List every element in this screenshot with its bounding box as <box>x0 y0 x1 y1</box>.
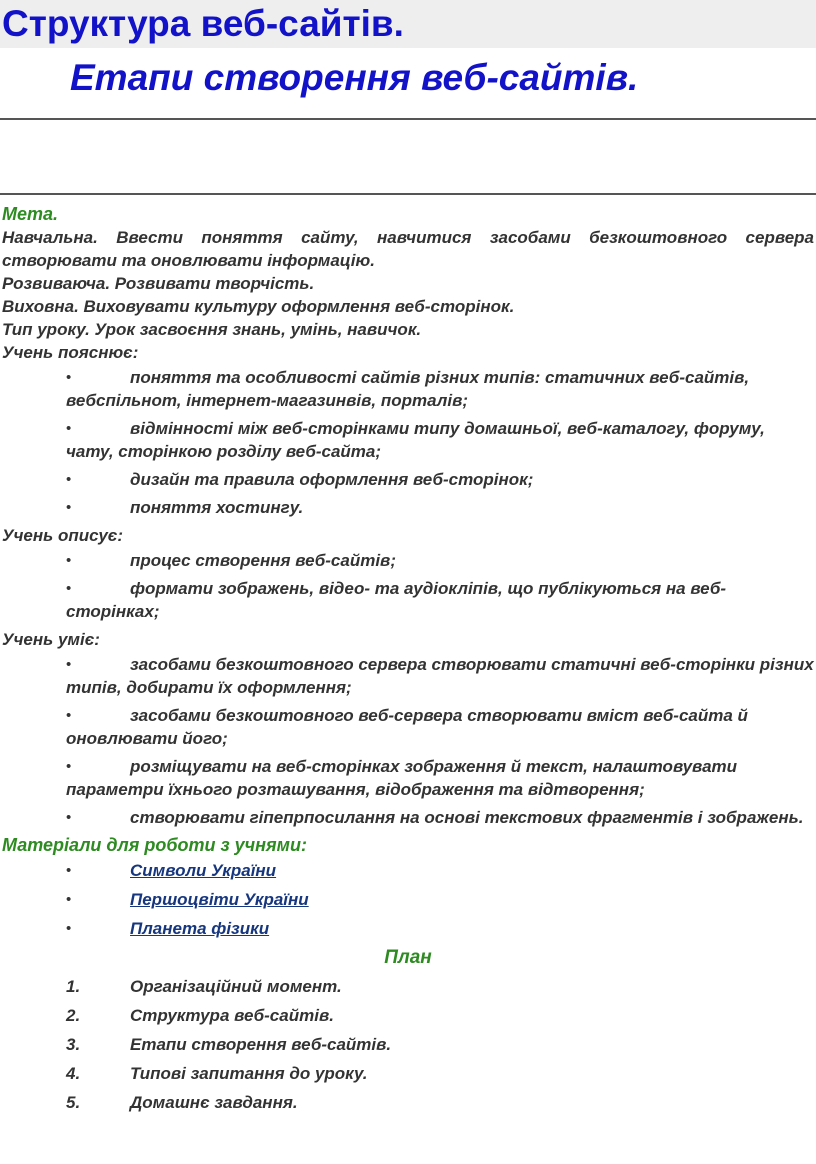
can-list <box>2 653 814 829</box>
describes-heading: Учень описує: <box>2 526 124 545</box>
link-planet-physics[interactable]: Планета фізики <box>130 919 270 938</box>
plan-item: 2. Структура веб-сайтів. <box>66 1006 334 1025</box>
list-item: • поняття та особливості сайтів різних типів: статичних веб-сайтів, вебспільнот, інтернет-магазинвів, порталів; <box>66 368 750 410</box>
plan-heading: План <box>384 947 432 968</box>
link-spring-flowers[interactable]: Першоцвіти України <box>130 890 309 909</box>
bullet-icon: • <box>66 471 72 488</box>
bullet-icon: • <box>66 862 72 879</box>
materials-links <box>2 859 814 940</box>
plan-list <box>2 975 814 1114</box>
bullet-icon: • <box>66 552 72 569</box>
materials-heading: Матеріали для роботи з учнями: <box>2 835 307 855</box>
link-symbols-ukraine[interactable]: Символи України <box>130 861 277 880</box>
explains-heading: Учень пояснює: <box>2 343 139 362</box>
describes-list <box>2 549 814 623</box>
list-item: • відмінності між веб-сторінками типу домашньої, веб-каталогу, форуму, чату, сторінкою розділу веб-сайта; <box>66 419 765 461</box>
goal-developing: Розвиваюча. Розвивати творчість. <box>2 274 315 293</box>
lesson-content <box>2 203 814 1120</box>
plan-number: 5. <box>66 1093 81 1112</box>
list-item: • засобами безкоштовного веб-сервера створювати вміст веб-сайта й оновлювати його; <box>66 706 748 748</box>
list-item: • розміщувати на веб-сторінках зображення й текст, налаштовувати параметри їхнього розташування, відображення та відтворення; <box>66 757 738 799</box>
goal-educational: Навчальна. Ввести поняття сайту, навчитися засобами безкоштовного сервера створювати та оновлювати інформацію. <box>2 228 814 270</box>
plan-item: 3. Етапи створення веб-сайтів. <box>66 1035 392 1054</box>
bullet-icon: • <box>66 758 72 775</box>
bullet-icon: • <box>66 499 72 516</box>
can-heading: Учень уміє: <box>2 630 100 649</box>
bullet-icon: • <box>66 891 72 908</box>
bullet-icon: • <box>66 707 72 724</box>
plan-item: 4. Типові запитання до уроку. <box>66 1064 368 1083</box>
list-item: • засобами безкоштовного сервера створювати статичні веб-сторінки різних типів, добирати їх оформлення; <box>66 655 814 697</box>
plan-item: 5. Домашнє завдання. <box>66 1093 298 1112</box>
plan-number: 2. <box>66 1006 81 1025</box>
divider-top <box>0 118 816 120</box>
bullet-icon: • <box>66 369 72 386</box>
goal-upbringing: Виховна. Виховувати культуру оформлення веб-сторінок. <box>2 297 515 316</box>
list-item: • дизайн та правила оформлення веб-сторінок; <box>66 470 534 489</box>
goal-heading: Мета. <box>2 204 59 224</box>
bullet-icon: • <box>66 920 72 937</box>
list-item <box>2 859 814 882</box>
bullet-icon: • <box>66 809 72 826</box>
bullet-icon: • <box>66 656 72 673</box>
list-item: • процес створення веб-сайтів; <box>66 551 396 570</box>
explains-list <box>2 366 814 519</box>
bullet-icon: • <box>66 580 72 597</box>
page-title: Структура веб-сайтів. <box>2 3 404 44</box>
list-item: • поняття хостингу. <box>66 498 304 517</box>
list-item: • створювати гіпепрпосилання на основі текстових фрагментів і зображень. <box>66 808 804 827</box>
divider-bottom <box>0 193 816 195</box>
list-item <box>2 888 814 911</box>
plan-item: 1. Організаційний момент. <box>66 977 342 996</box>
plan-number: 4. <box>66 1064 81 1083</box>
lesson-type: Тип уроку. Урок засвоєння знань, умінь, навичок. <box>2 320 422 339</box>
page-subtitle: Етапи створення веб-сайтів. <box>70 57 639 98</box>
list-item: • формати зображень, відео- та аудіокліпів, що публікуються на веб-сторінках; <box>66 579 727 621</box>
plan-number: 1. <box>66 977 81 996</box>
plan-number: 3. <box>66 1035 81 1054</box>
list-item <box>2 917 814 940</box>
bullet-icon: • <box>66 420 72 437</box>
